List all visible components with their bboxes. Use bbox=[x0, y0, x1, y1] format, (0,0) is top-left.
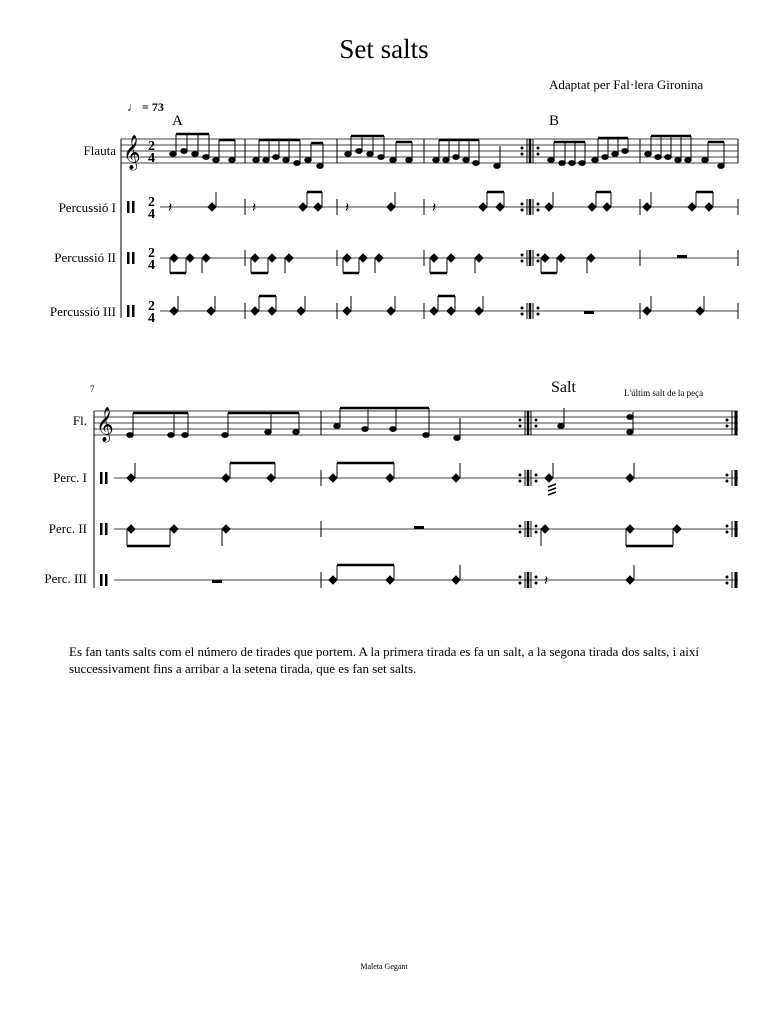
description-text: Es fan tants salts com el número de tirades que portem. A la primera tirada es fa un salt, a la segona tirada dos salts, i així successivament fins a arribar a la setena tirada, que es fan set salts. bbox=[69, 644, 699, 676]
percussion-clef-icon bbox=[127, 201, 135, 317]
svg-text:2: 2 bbox=[148, 139, 155, 154]
instrument-name-fl: Fl. bbox=[72, 413, 87, 428]
time-signature bbox=[148, 139, 155, 326]
instrument-name-perc-2: Perc. II bbox=[48, 521, 87, 536]
instrument-name-percussio-1: Percussió I bbox=[58, 200, 116, 215]
svg-text:𝄽: 𝄽 bbox=[544, 573, 549, 589]
treble-clef-icon: 𝄞 bbox=[96, 407, 114, 442]
flute-notes-system2 bbox=[127, 408, 634, 440]
svg-text:2: 2 bbox=[148, 195, 155, 210]
rehearsal-mark-b: B bbox=[549, 113, 560, 129]
measure-number: 7 bbox=[90, 384, 95, 394]
svg-text:𝄽: 𝄽 bbox=[252, 200, 257, 216]
svg-text:2: 2 bbox=[148, 246, 155, 261]
percussion-notes-system1 bbox=[168, 192, 713, 315]
svg-text:𝄽: 𝄽 bbox=[432, 200, 437, 216]
percussion-notes-system2 bbox=[127, 463, 681, 589]
repeat-sign-icon bbox=[519, 419, 729, 585]
arranger-credit: Adaptat per Fal·lera Gironina bbox=[549, 77, 704, 92]
instrument-name-perc-3: Perc. III bbox=[44, 571, 87, 586]
instrument-name-flauta: Flauta bbox=[83, 143, 116, 158]
annotation-last-jump: L'últim salt de la peça bbox=[624, 388, 704, 398]
svg-text:4: 4 bbox=[148, 258, 155, 273]
svg-text:4: 4 bbox=[148, 311, 155, 326]
score-title: Set salts bbox=[339, 34, 429, 64]
svg-text:4: 4 bbox=[148, 151, 155, 166]
instrument-name-perc-1: Perc. I bbox=[53, 470, 87, 485]
svg-text:2: 2 bbox=[148, 299, 155, 314]
instrument-name-percussio-3: Percussió III bbox=[49, 304, 116, 319]
svg-text:4: 4 bbox=[148, 207, 155, 222]
svg-text:𝄽: 𝄽 bbox=[168, 200, 173, 216]
footer-text: Maleta Gegant bbox=[360, 962, 408, 971]
rehearsal-mark-salt: Salt bbox=[551, 379, 576, 396]
svg-text:𝄽: 𝄽 bbox=[345, 200, 350, 216]
instrument-name-percussio-2: Percussió II bbox=[54, 250, 116, 265]
rehearsal-mark-a: A bbox=[172, 113, 183, 129]
treble-clef-icon: 𝄞 bbox=[123, 135, 141, 170]
tempo-marking: ♩ = 73 bbox=[127, 100, 164, 114]
percussion-clef-icon bbox=[100, 472, 108, 586]
final-barline-icon bbox=[732, 411, 736, 588]
